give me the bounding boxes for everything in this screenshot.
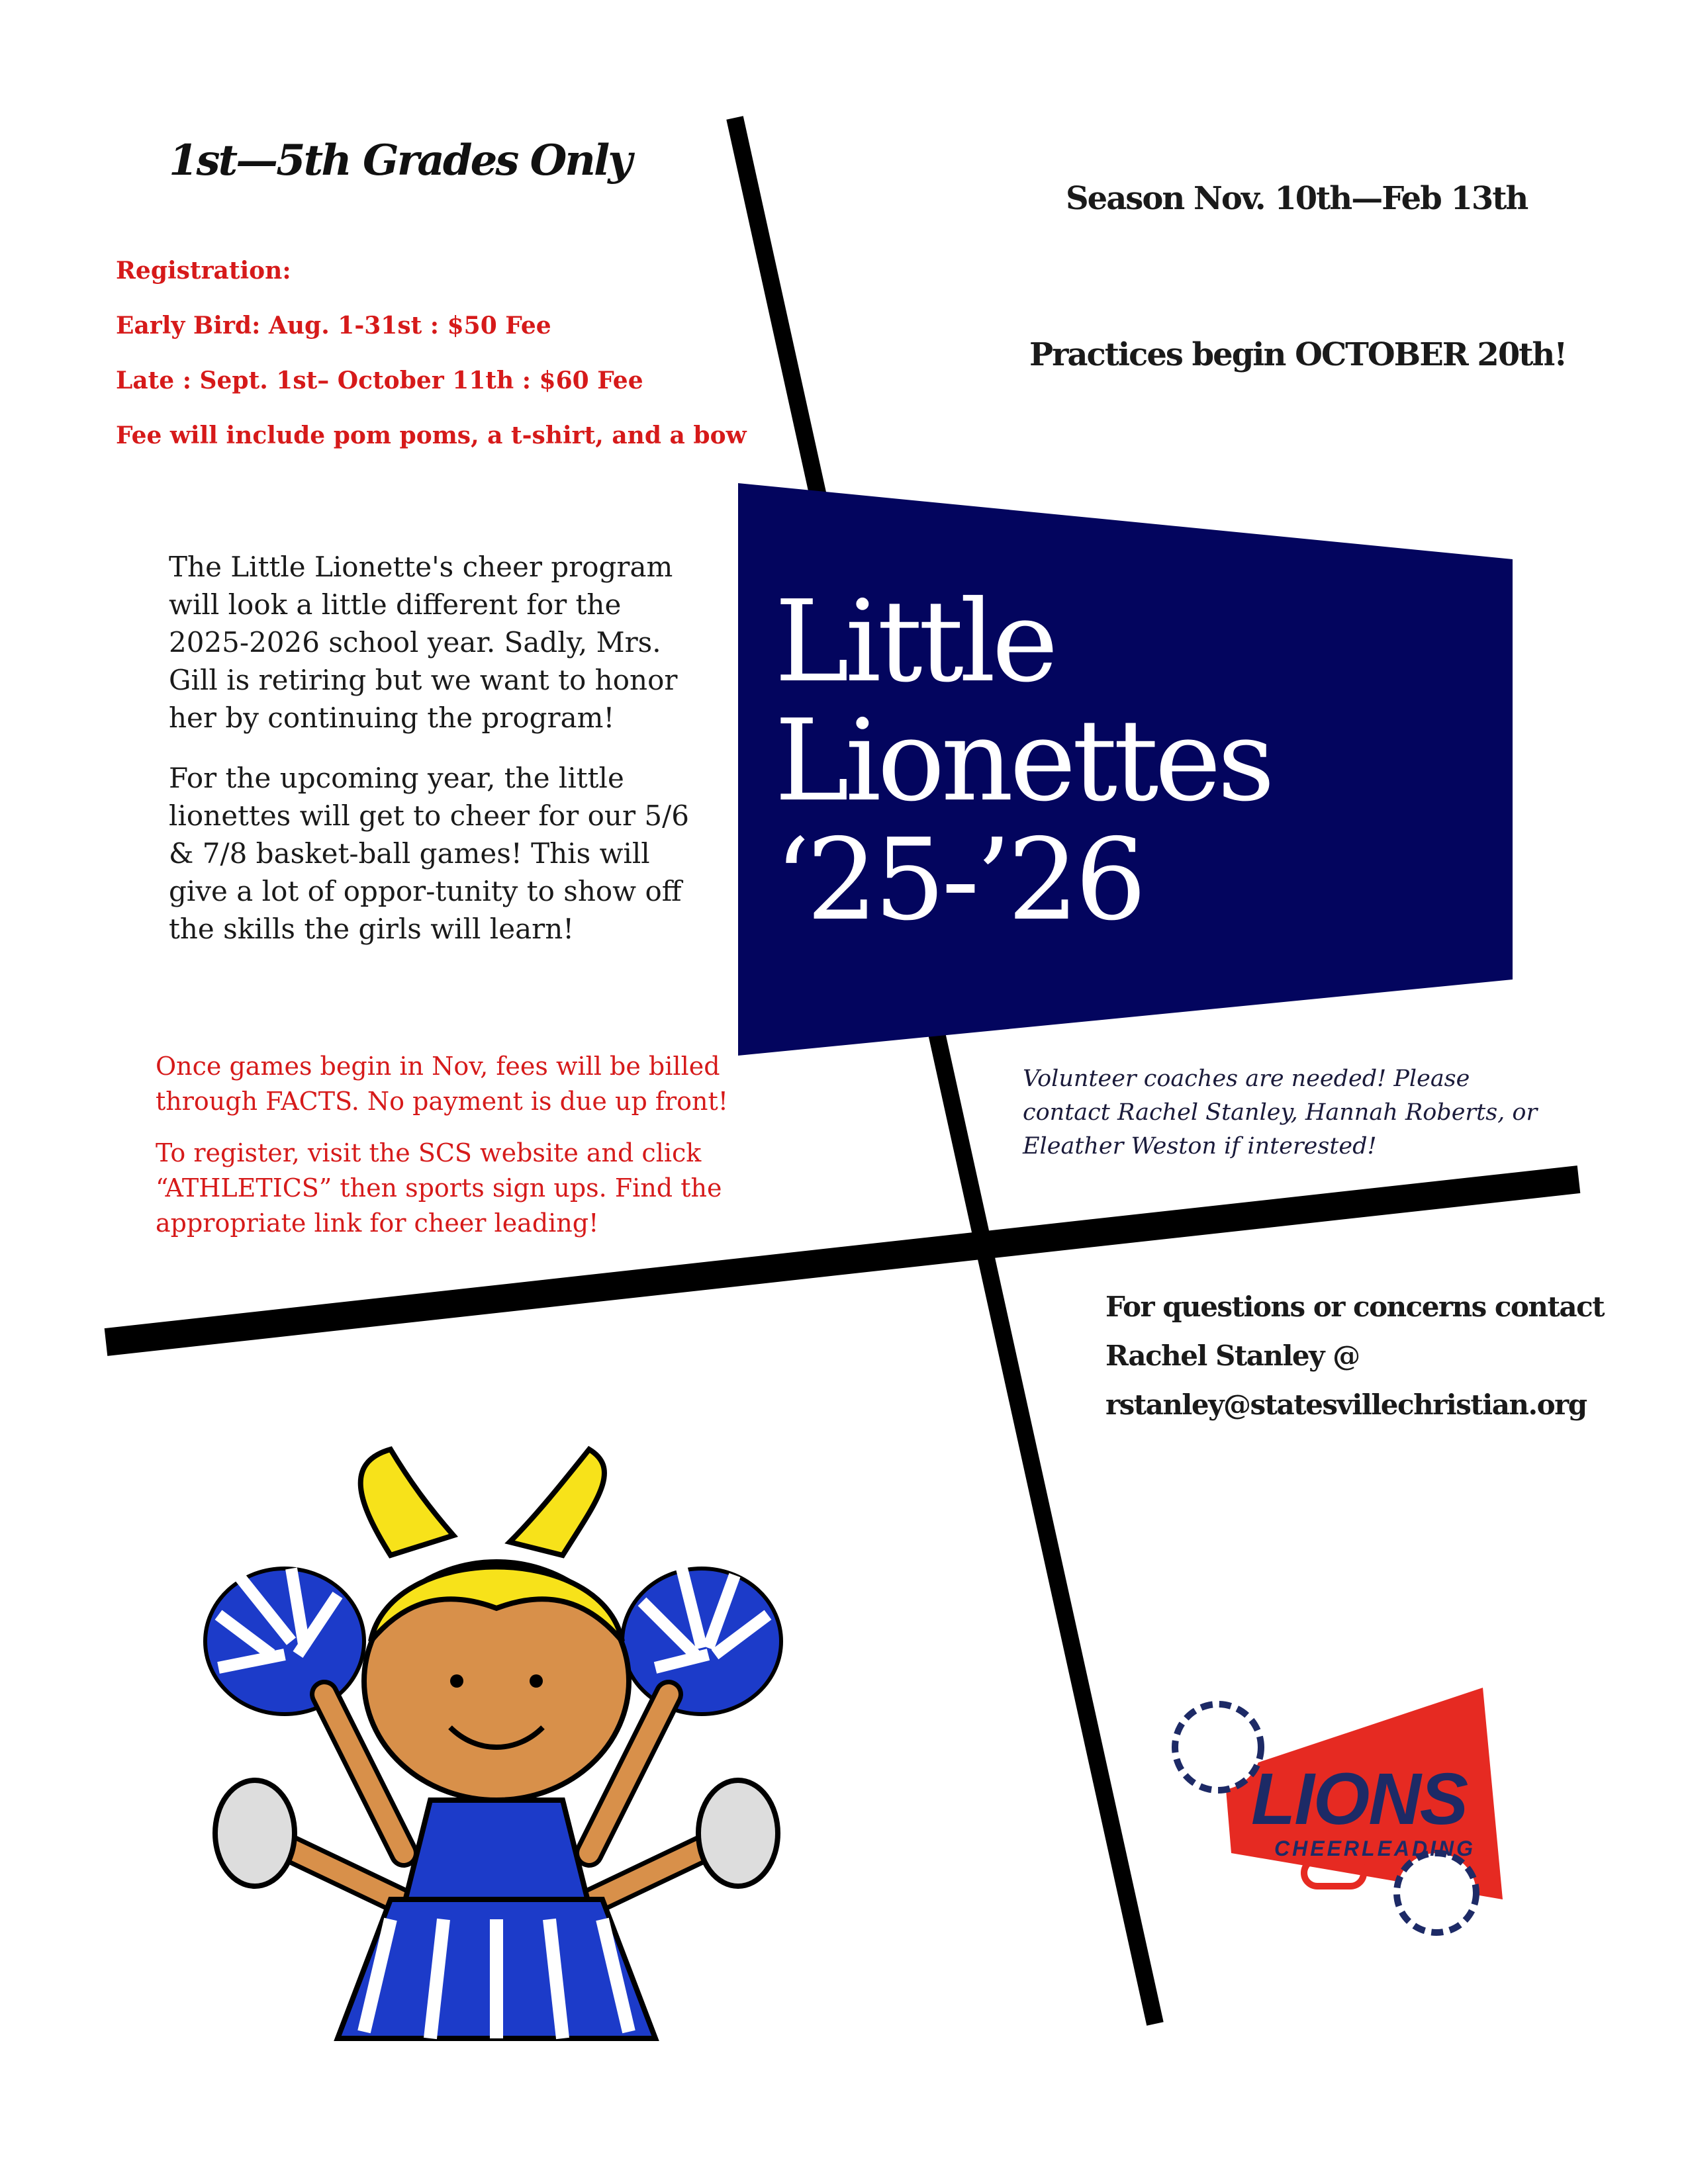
contact-block [1105,1283,1668,1430]
season-dates: Season Nov. 10th—Feb 13th [1066,180,1528,217]
description-paragraph-1: The Little Lionette's cheer program will look a little different for the 2025-2026 school year. Sadly, Mrs. Gill is retiring but we want to honor her by continuing the program! [169,551,678,734]
program-description [169,548,698,970]
logo-cheerleading-text: CHEERLEADING [1274,1837,1476,1860]
billing-note: Once games begin in Nov, fees will be billed through FACTS. No payment is due up front! [156,1052,729,1116]
late-fee: Late : Sept. 1st– October 11th : $60 Fee [116,367,643,394]
title-line-1: Little [774,576,1055,707]
payment-info [156,1049,738,1257]
megaphone-logo [1172,1674,1516,1939]
practices-start: Practices begin OCTOBER 20th! [1029,336,1567,373]
volunteer-note: Volunteer coaches are needed! Please contact Rachel Stanley, Hannah Roberts, or Eleather Weston if interested! [1023,1066,1538,1160]
logo-lions-text: LIONS [1251,1758,1468,1840]
register-instructions: To register, visit the SCS website and click “ATHLETICS” then sports sign ups. Find the appropriate link for cheer leading! [156,1138,722,1238]
fee-includes: Fee will include pom poms, a t-shirt, and a bow [116,422,747,449]
title-line-3: ‘25-’26 [774,815,1143,946]
cheerleader-illustration [192,1443,801,2105]
title-text [774,576,1272,946]
registration-heading: Registration: [116,257,291,285]
description-paragraph-2: For the upcoming year, the little lionettes will get to cheer for our 5/6 & 7/8 basket-ball games! This will give a lot of oppor-tunity to show off the skills the girls will learn! [169,762,689,945]
grades-heading: 1st—5th Grades Only [169,136,631,185]
contact-email: rstanley@statesvillechristian.org [1105,1388,1587,1421]
title-line-2: Lionettes [774,696,1272,827]
early-bird-fee: Early Bird: Aug. 1-31st : $50 Fee [116,312,551,340]
right-pom-pom [622,1569,781,1714]
contact-line-2: Rachel Stanley @ [1105,1340,1360,1372]
registration-block [116,257,778,477]
left-pom-pom [205,1569,364,1714]
contact-line-1: For questions or concerns contact [1105,1291,1605,1323]
